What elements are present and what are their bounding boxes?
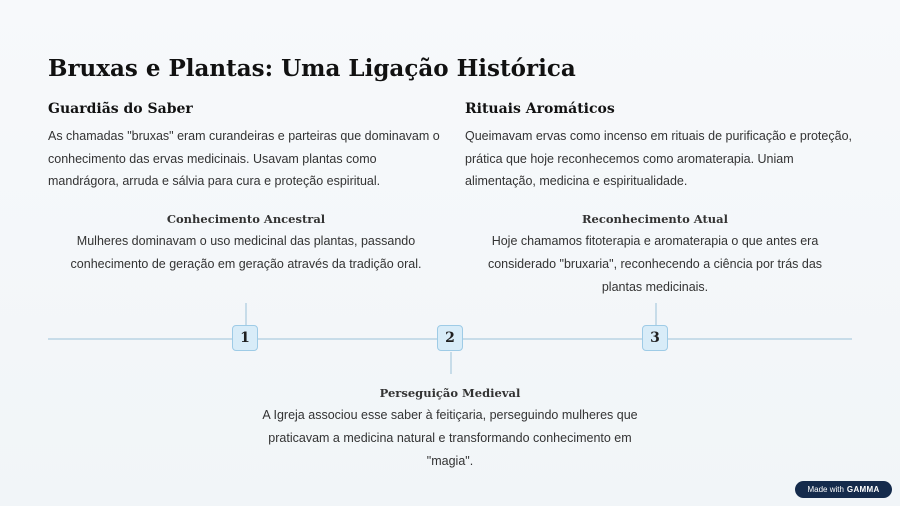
timeline-marker-1: 1 [232,325,258,351]
made-with-gamma-badge[interactable] [795,481,892,498]
column-heading: Guardiãs do Saber [48,101,193,117]
timeline-event-1 [60,212,432,276]
timeline-marker-3: 3 [642,325,668,351]
column-text: Queimavam ervas como incenso em rituais de purificação e proteção, prática que hoje reconhecemos como aromaterapia. Uniam alimentação, medicina e espiritualidade. [465,129,852,188]
event-heading: Conhecimento Ancestral [166,212,326,226]
column-guardias [48,101,443,193]
badge-prefix: Made with [807,485,844,494]
event-text: Hoje chamamos fitoterapia e aromaterapia o que antes era considerado "bruxaria", reconhecendo a ciência por trás das plantas medicinais. [487,234,823,294]
event-text: A Igreja associou esse saber à feitiçaria, perseguindo mulheres que praticavam a medicina natural e transformando conhecimento em "magia". [262,408,638,468]
timeline-connector [655,303,657,325]
event-text: Mulheres dominavam o uso medicinal das plantas, passando conhecimento de geração em geração através da tradição oral. [70,234,422,271]
column-text: As chamadas "bruxas" eram curandeiras e parteiras que dominavam o conhecimento das ervas medicinais. Usavam plantas como mandrágora, arruda e sálvia para cura e proteção espiritual. [48,129,440,188]
timeline-connector [450,352,452,374]
event-heading: Reconhecimento Atual [581,212,728,226]
timeline-connector [245,303,247,325]
gamma-logo: GAMMA [846,485,880,494]
timeline-event-3 [470,212,840,299]
timeline-marker-2: 2 [437,325,463,351]
timeline-event-2 [262,386,638,473]
column-rituais [465,101,865,193]
event-heading: Perseguição Medieval [379,386,521,400]
page-title: Bruxas e Plantas: Uma Ligação Histórica [48,55,576,83]
column-heading: Rituais Aromáticos [465,101,615,117]
